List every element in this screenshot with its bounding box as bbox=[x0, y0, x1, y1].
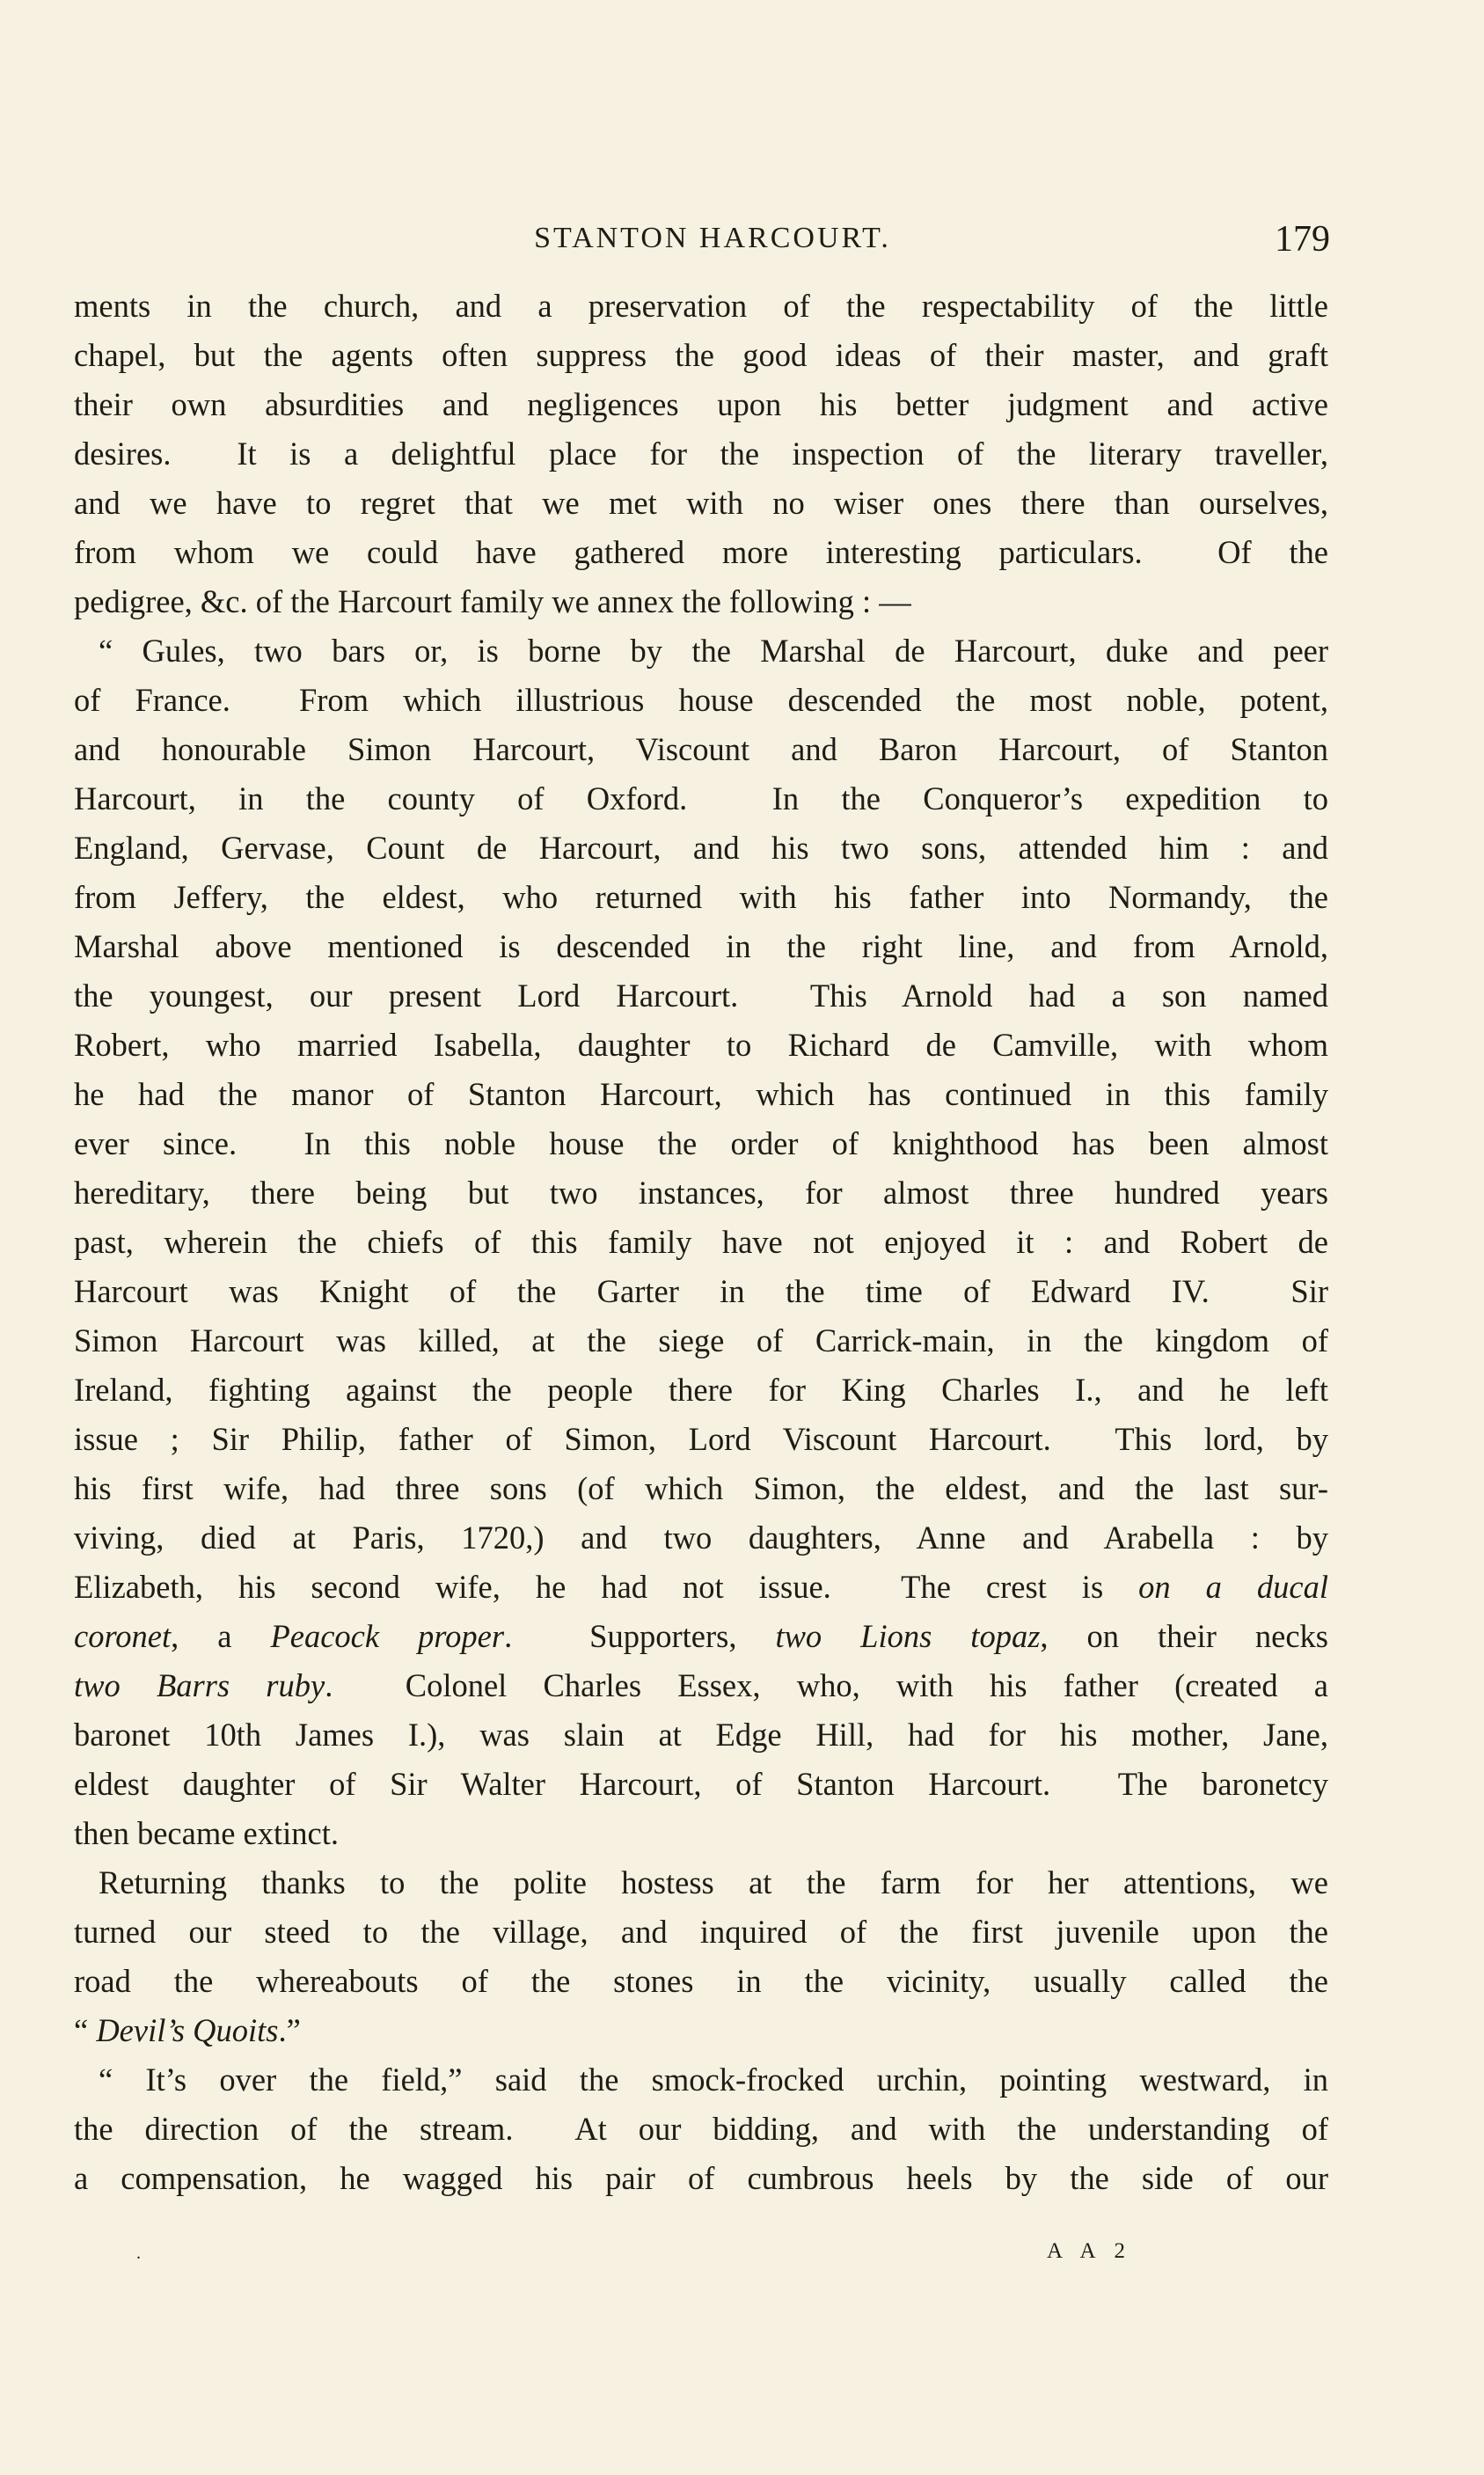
text-line: pedigree, &c. of the Harcourt family we annex the following : — bbox=[74, 583, 911, 619]
text-line: desires. It is a delightful place for the inspection of the literary traveller, bbox=[74, 436, 1328, 472]
stray-mark: . bbox=[136, 2244, 141, 2263]
text-line: and we have to regret that we met with no wiser ones there than ourselves, bbox=[74, 485, 1328, 521]
text-line: “ Gules, two bars or, is borne by the Marshal de Harcourt, duke and peer bbox=[99, 633, 1328, 669]
text-line: his first wife, had three sons (of which Simon, the eldest, and the last sur- bbox=[74, 1470, 1328, 1506]
text-line: the direction of the stream. At our bidding, and with the understanding of bbox=[74, 2111, 1328, 2147]
running-title: STANTON HARCOURT. bbox=[534, 222, 891, 254]
text-line: ever since. In this noble house the order of knighthood has been almost bbox=[74, 1125, 1328, 1161]
text-line: and honourable Simon Harcourt, Viscount and Baron Harcourt, of Stanton bbox=[74, 731, 1328, 767]
text-line: “ It’s over the field,” said the smock-frocked urchin, pointing westward, in bbox=[99, 2061, 1328, 2098]
text-line: Harcourt was Knight of the Garter in the time of Edward IV. Sir bbox=[74, 1273, 1328, 1309]
text-line: past, wherein the chiefs of this family have not enjoyed it : and Robert de bbox=[74, 1224, 1328, 1260]
text-line: Ireland, fighting against the people there for King Charles I., and he left bbox=[74, 1372, 1328, 1408]
signature-mark: A A 2 bbox=[1047, 2239, 1132, 2263]
text-line: Simon Harcourt was killed, at the siege of Carrick-main, in the kingdom of bbox=[74, 1322, 1328, 1358]
text-line: Marshal above mentioned is descended in the right line, and from Arnold, bbox=[74, 928, 1328, 964]
body-text bbox=[74, 282, 1328, 2203]
text-line: coronet, a Peacock proper. Supporters, two Lions topaz, on their necks bbox=[74, 1618, 1328, 1654]
text-line: issue ; Sir Philip, father of Simon, Lord Viscount Harcourt. This lord, by bbox=[74, 1421, 1328, 1457]
text-line: their own absurdities and negligences upon his better judgment and active bbox=[74, 386, 1328, 422]
text-line: from Jeffery, the eldest, who returned with his father into Normandy, the bbox=[74, 879, 1328, 915]
text-line: eldest daughter of Sir Walter Harcourt, of Stanton Harcourt. The baronetcy bbox=[74, 1766, 1328, 1802]
page-number: 179 bbox=[1275, 219, 1330, 260]
text-line: Robert, who married Isabella, daughter to Richard de Camville, with whom bbox=[74, 1027, 1328, 1063]
running-head bbox=[97, 218, 1328, 262]
text-line: the youngest, our present Lord Harcourt. This Arnold had a son named bbox=[74, 978, 1328, 1014]
text-line: viving, died at Paris, 1720,) and two daughters, Anne and Arabella : by bbox=[74, 1519, 1328, 1556]
text-line: hereditary, there being but two instances, for almost three hundred years bbox=[74, 1175, 1328, 1211]
text-line: of France. From which illustrious house descended the most noble, potent, bbox=[74, 682, 1328, 718]
text-line: Harcourt, in the county of Oxford. In the Conqueror’s expedition to bbox=[74, 780, 1328, 816]
text-line: baronet 10th James I.), was slain at Edge Hill, had for his mother, Jane, bbox=[74, 1717, 1328, 1753]
text-line: Elizabeth, his second wife, he had not issue. The crest is on a ducal bbox=[74, 1569, 1329, 1605]
text-line: turned our steed to the village, and inquired of the first juvenile upon the bbox=[74, 1914, 1328, 1950]
text-line: England, Gervase, Count de Harcourt, and his two sons, attended him : and bbox=[74, 830, 1328, 866]
text-line: Returning thanks to the polite hostess at the farm for her attentions, we bbox=[99, 1864, 1328, 1900]
text-line: a compensation, he wagged his pair of cumbrous heels by the side of our bbox=[74, 2160, 1328, 2196]
text-line: road the whereabouts of the stones in the vicinity, usually called the bbox=[74, 1963, 1328, 1999]
text-line: “ Devil’s Quoits.” bbox=[74, 2012, 301, 2048]
text-line: two Barrs ruby. Colonel Charles Essex, who, with his father (created a bbox=[74, 1667, 1328, 1703]
text-line: ments in the church, and a preservation of the respectability of the little bbox=[74, 288, 1328, 324]
text-line: chapel, but the agents often suppress the good ideas of their master, and graft bbox=[74, 337, 1328, 373]
text-line: he had the manor of Stanton Harcourt, which has continued in this family bbox=[74, 1076, 1328, 1112]
text-line: then became extinct. bbox=[74, 1815, 339, 1851]
text-line: from whom we could have gathered more interesting particulars. Of the bbox=[74, 534, 1328, 570]
